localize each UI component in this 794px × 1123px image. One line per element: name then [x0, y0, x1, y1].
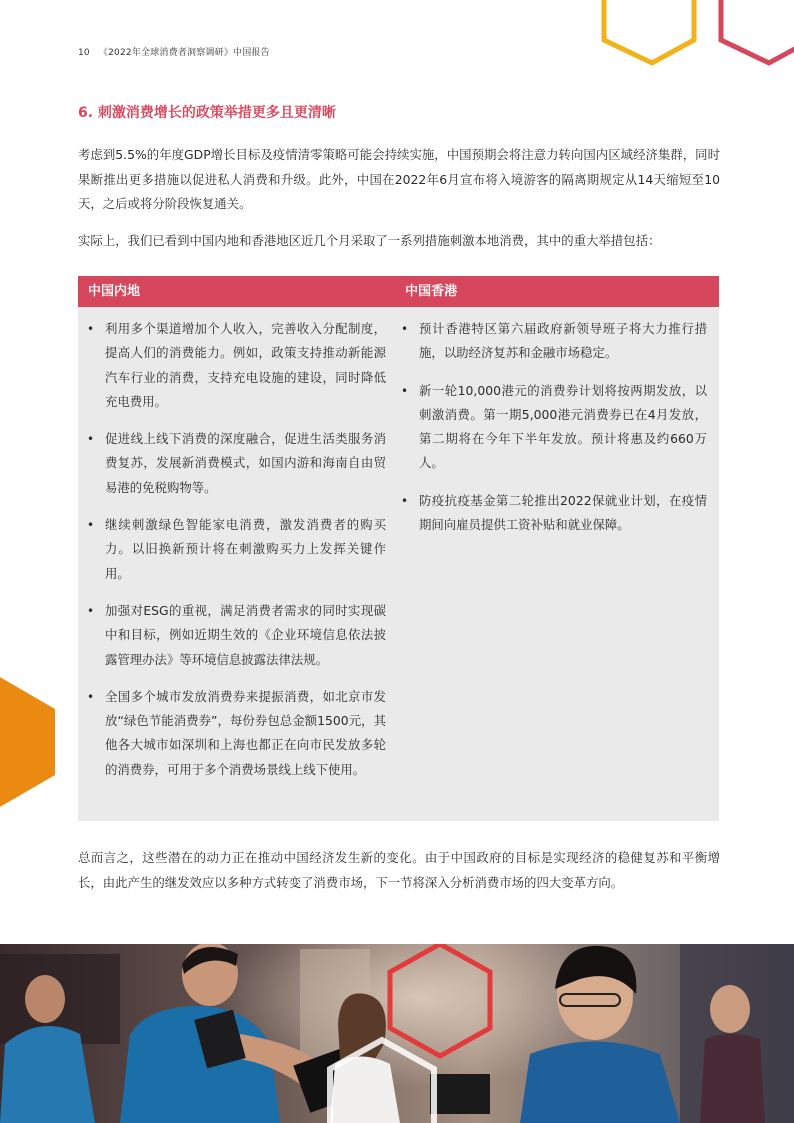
list-item: [78, 317, 399, 414]
mainland-measures-list: [78, 307, 399, 795]
measures-table: [78, 276, 719, 821]
lead-in-paragraph: 实际上，我们已看到中国内地和香港地区近几个月采取了一系列措施刺激本地消费，其中的重大举措包括：: [78, 233, 661, 248]
list-item: [78, 685, 399, 782]
hongkong-measures-list: [399, 307, 719, 795]
conclusion-paragraph: 总而言之，这些潜在的动力正在推动中国经济发生新的变化。由于中国政府的目标是实现经济的稳健复苏和平衡增长，由此产生的继发效应以多种方式转变了消费市场，下一节将深入分析消费市场的四大变革方向。: [78, 850, 720, 890]
list-item: [78, 427, 399, 500]
person-body: [700, 1034, 765, 1123]
header-mainland: 中国内地: [88, 284, 141, 299]
list-item: [78, 513, 399, 586]
list-item-text: 加强对ESG的重视，满足消费者需求的同时实现碳中和目标，例如近期生效的《企业环境信息依法披露管理办法》等环境信息披露法律法规。: [105, 602, 386, 667]
running-header: [78, 45, 270, 58]
list-item: [78, 599, 399, 672]
header-hongkong: 中国香港: [405, 284, 458, 299]
bullet-icon: •: [401, 383, 409, 398]
hexagon-decoration-top-right: [590, 0, 794, 80]
list-item: [399, 317, 719, 366]
bullet-icon: •: [401, 322, 409, 336]
photo-illustration: [0, 944, 794, 1123]
pink-hexagon-outline: [721, 0, 794, 63]
page-number: 10: [78, 48, 90, 58]
bullet-icon: •: [87, 432, 95, 447]
list-item-text: 全国多个城市发放消费券来提振消费，如北京市发放“绿色节能消费券”，每份券包总金额1500元，其他各大城市如深圳和上海也都正在向市民发放多轮的消费券，可用于多个消费场景线上线下使用。: [105, 688, 386, 777]
list-item-text: 促进线上线下消费的深度融合，促进生活类服务消费复苏，发展新消费模式，如国内游和海南自由贸易港的免税购物等。: [105, 431, 386, 495]
list-item-text: 继续刺激绿色智能家电消费，激发消费者的购买力。以旧换新预计将在刺激购买力上发挥关键作用。: [105, 517, 386, 581]
list-item: [399, 489, 719, 538]
person-head: [710, 985, 750, 1033]
list-item-text: 新一轮10,000港元的消费券计划将按两期发放，以刺激消费。第一期5,000港元消费券已在4月发放，第二期将在今年下半年发放。预计将惠及约660万人。: [419, 382, 707, 471]
bullet-icon: •: [401, 493, 409, 508]
person-head: [25, 975, 65, 1023]
person-body-blue-shirt: [520, 1042, 680, 1123]
list-item-text: 防疫抗疫基金第二轮推出2022保就业计划，在疫情期间向雇员提供工资补贴和就业保障。: [419, 492, 707, 533]
section-title: 6. 刺激消费增长的政策举措更多且更清晰: [78, 105, 336, 121]
bullet-icon: •: [87, 603, 95, 618]
store-scene-photo: [0, 944, 794, 1123]
yellow-hexagon-outline: [604, 0, 694, 63]
bullet-icon: •: [87, 322, 95, 336]
list-item: [399, 379, 719, 476]
list-item-text: 利用多个渠道增加个人收入，完善收入分配制度，提高人们的消费能力。例如，政策支持推动新能源汽车行业的消费，支持充电设施的建设，同时降低充电费用。: [105, 321, 386, 409]
table-header-row: [78, 276, 719, 307]
list-item-text: 预计香港特区第六届政府新领导班子将大力推行措施，以助经济复苏和金融市场稳定。: [419, 321, 707, 361]
bullet-icon: •: [87, 518, 95, 533]
report-title: 《2022年全球消费者洞察调研》中国报告: [98, 48, 270, 58]
orange-hexagon-decoration: [0, 676, 60, 808]
intro-paragraph: 考虑到5.5%的年度GDP增长目标及疫情清零策略可能会持续实施，中国预期会将注意力转向国内区域经济集群，同时果断推出更多措施以促进私人消费和升级。此外，中国在2022年6月宣布将入境游客的隔离期规定从14天缩短至10天，之后或将分阶段恢复通关。: [78, 147, 720, 211]
bullet-icon: •: [87, 689, 95, 704]
tablet-device: [430, 1074, 490, 1114]
person-body-blue-shirt: [0, 1026, 95, 1123]
